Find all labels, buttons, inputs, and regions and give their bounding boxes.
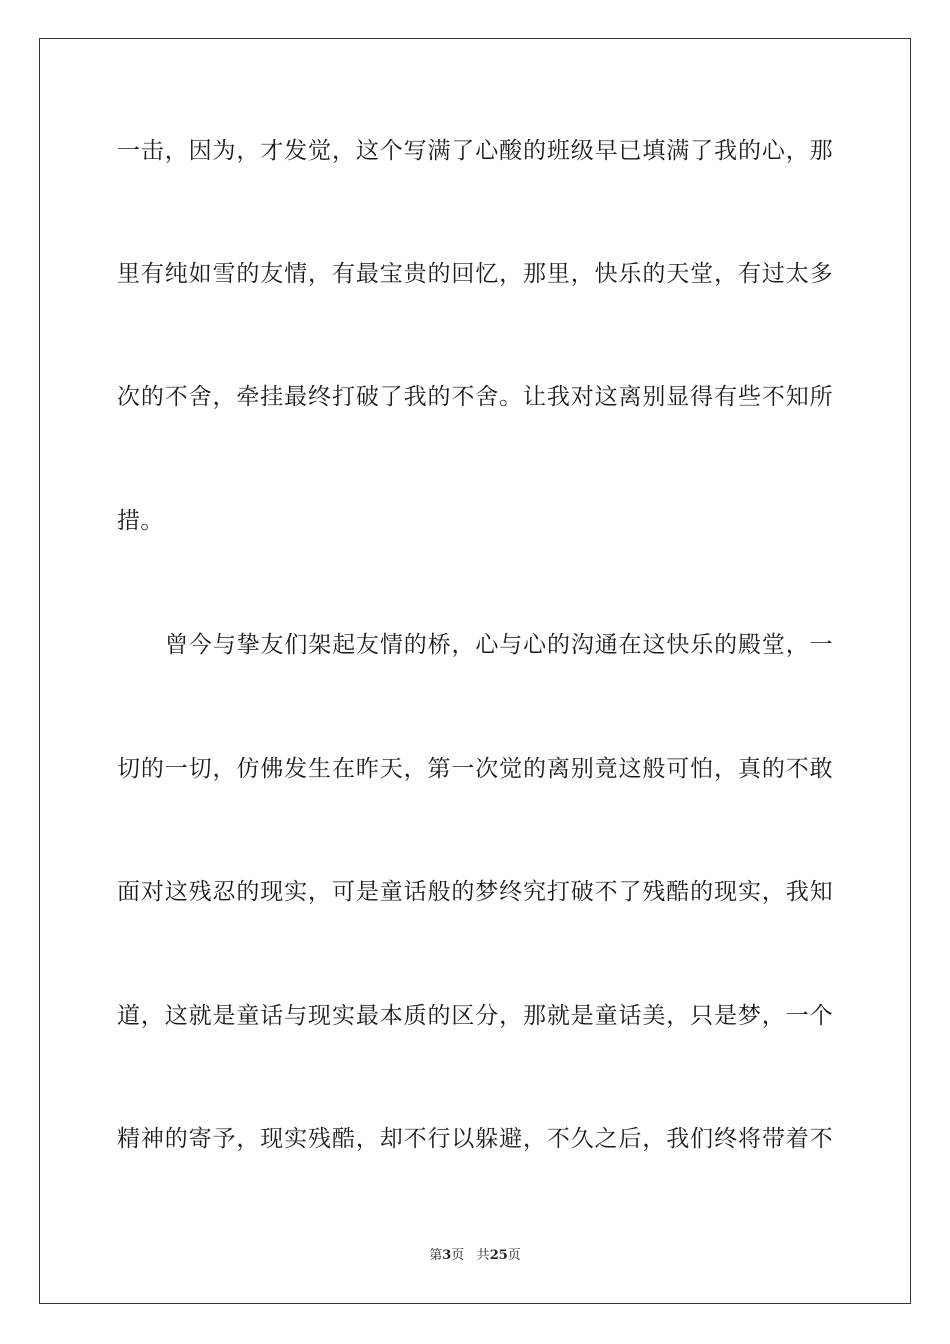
text-line-9: 精神的寄予，现实残酷，却不行以躲避，不久之后，我们终将带着不 (117, 1126, 833, 1152)
text-line-1: 一击，因为，才发觉，这个写满了心酸的班级早已填满了我的心，那 (117, 138, 833, 164)
total-pages: 25 (489, 1248, 508, 1263)
paragraph-start-line: 曾今与挚友们架起友情的桥，心与心的沟通在这快乐的殿堂，一 (165, 632, 833, 658)
page-border (39, 38, 911, 1304)
text-line-7: 面对这残忍的现实，可是童话般的梦终究打破不了残酷的现实，我知 (117, 879, 833, 905)
page-footer (0, 1247, 950, 1265)
page-number: 3 (442, 1248, 452, 1263)
text-line-4: 措。 (117, 508, 164, 534)
text-line-6: 切的一切，仿佛发生在昨天，第一次觉的离别竟这般可怕，真的不敢 (117, 756, 833, 782)
page-suffix: 页 (451, 1248, 465, 1263)
total-prefix: 共 (476, 1248, 490, 1263)
text-line-8: 道，这就是童话与现实最本质的区分，那就是童话美，只是梦，一个 (117, 1003, 833, 1029)
total-suffix: 页 (507, 1248, 521, 1263)
text-line-3: 次的不舍，牵挂最终打破了我的不舍。让我对这离别显得有些不知所 (117, 384, 833, 410)
text-line-2: 里有纯如雪的友情，有最宝贵的回忆，那里，快乐的天堂，有过太多 (117, 261, 833, 287)
page-prefix: 第 (429, 1248, 443, 1263)
